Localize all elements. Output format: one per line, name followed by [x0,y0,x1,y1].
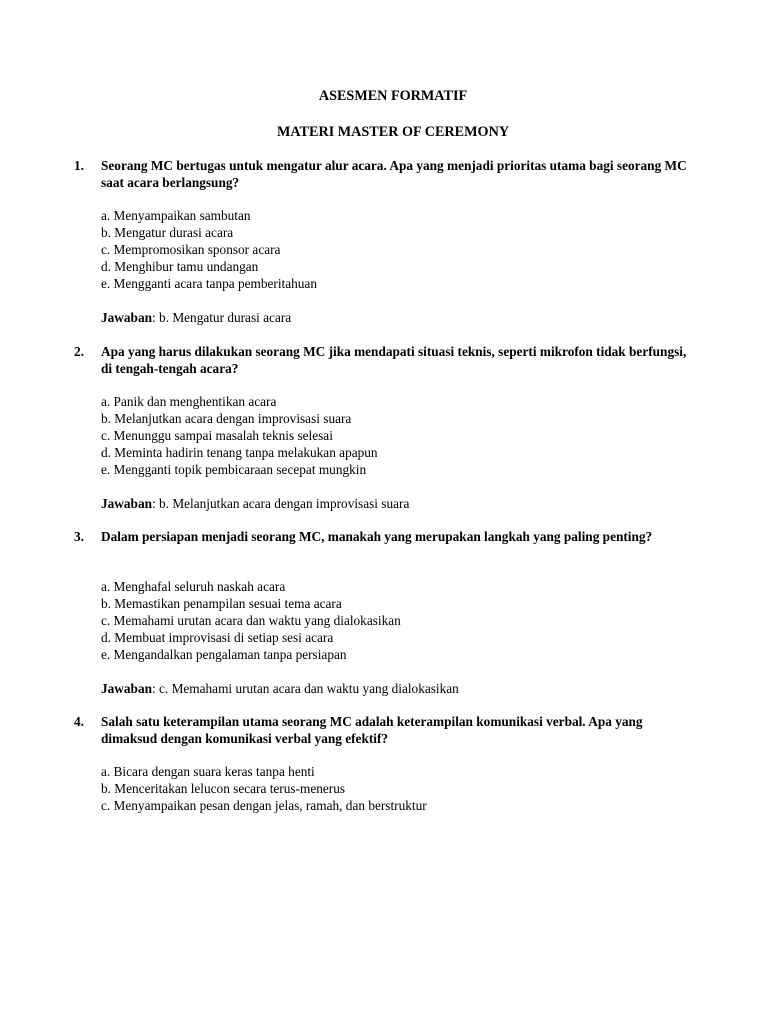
option-list [101,394,378,478]
answer-line [101,310,291,327]
option-d: d. Meminta hadirin tenang tanpa melakukan apapun [101,444,378,460]
answer-text: : b. Melanjutkan acara dengan improvisasi suara [152,496,410,511]
answer-text: : c. Memahami urutan acara dan waktu yang dialokasikan [152,681,459,696]
option-b: b. Mengatur durasi acara [101,224,234,240]
answer-label: Jawaban [101,681,152,696]
option-b: b. Melanjutkan acara dengan improvisasi suara [101,410,352,426]
option-d: d. Menghibur tamu undangan [101,258,259,274]
answer-line [101,681,459,698]
answer-label: Jawaban [101,496,152,511]
document-title: ASESMEN FORMATIF [318,88,468,104]
option-b: b. Menceritakan lelucon secara terus-menerus [101,780,346,796]
answer-line [101,496,409,513]
question-number: 1. [74,158,84,173]
option-c: c. Menunggu sampai masalah teknis selesai [101,427,333,443]
question-number: 3. [74,529,84,544]
option-a: a. Menghafal seluruh naskah acara [101,579,286,594]
question-text: Salah satu keterampilan utama seorang MC adalah keterampilan komunikasi verbal. Apa yang dimaksud dengan komunikasi verbal yang efektif? [101,714,643,746]
option-e: e. Mengganti acara tanpa pemberitahuan [101,275,317,291]
option-a: a. Menyampaikan sambutan [101,208,251,223]
option-list [101,764,427,815]
question-number: 4. [74,714,84,729]
option-a: a. Bicara dengan suara keras tanpa henti [101,764,315,779]
answer-text: : b. Mengatur durasi acara [152,310,292,325]
question-text: Seorang MC bertugas untuk mengatur alur acara. Apa yang menjadi prioritas utama bagi seorang MC saat acara berlangsung? [101,158,687,190]
option-list [101,579,401,663]
question-number: 2. [74,344,84,359]
option-c: c. Menyampaikan pesan dengan jelas, ramah, dan berstruktur [101,797,427,813]
option-e: e. Mengganti topik pembicaraan secepat mungkin [101,461,367,477]
option-list [101,208,317,292]
option-e: e. Mengandalkan pengalaman tanpa persiapan [101,646,347,662]
option-a: a. Panik dan menghentikan acara [101,394,277,409]
document-subtitle: MATERI MASTER OF CEREMONY [276,124,510,140]
question-text: Dalam persiapan menjadi seorang MC, manakah yang merupakan langkah yang paling penting? [101,529,653,544]
option-b: b. Memastikan penampilan sesuai tema acara [101,595,342,611]
question-text: Apa yang harus dilakukan seorang MC jika mendapati situasi teknis, seperti mikrofon tidak berfungsi, di tengah-tengah acara? [101,344,687,376]
option-c: c. Memahami urutan acara dan waktu yang dialokasikan [101,612,401,628]
option-d: d. Membuat improvisasi di setiap sesi acara [101,629,334,645]
answer-label: Jawaban [101,310,152,325]
option-c: c. Mempromosikan sponsor acara [101,241,281,257]
